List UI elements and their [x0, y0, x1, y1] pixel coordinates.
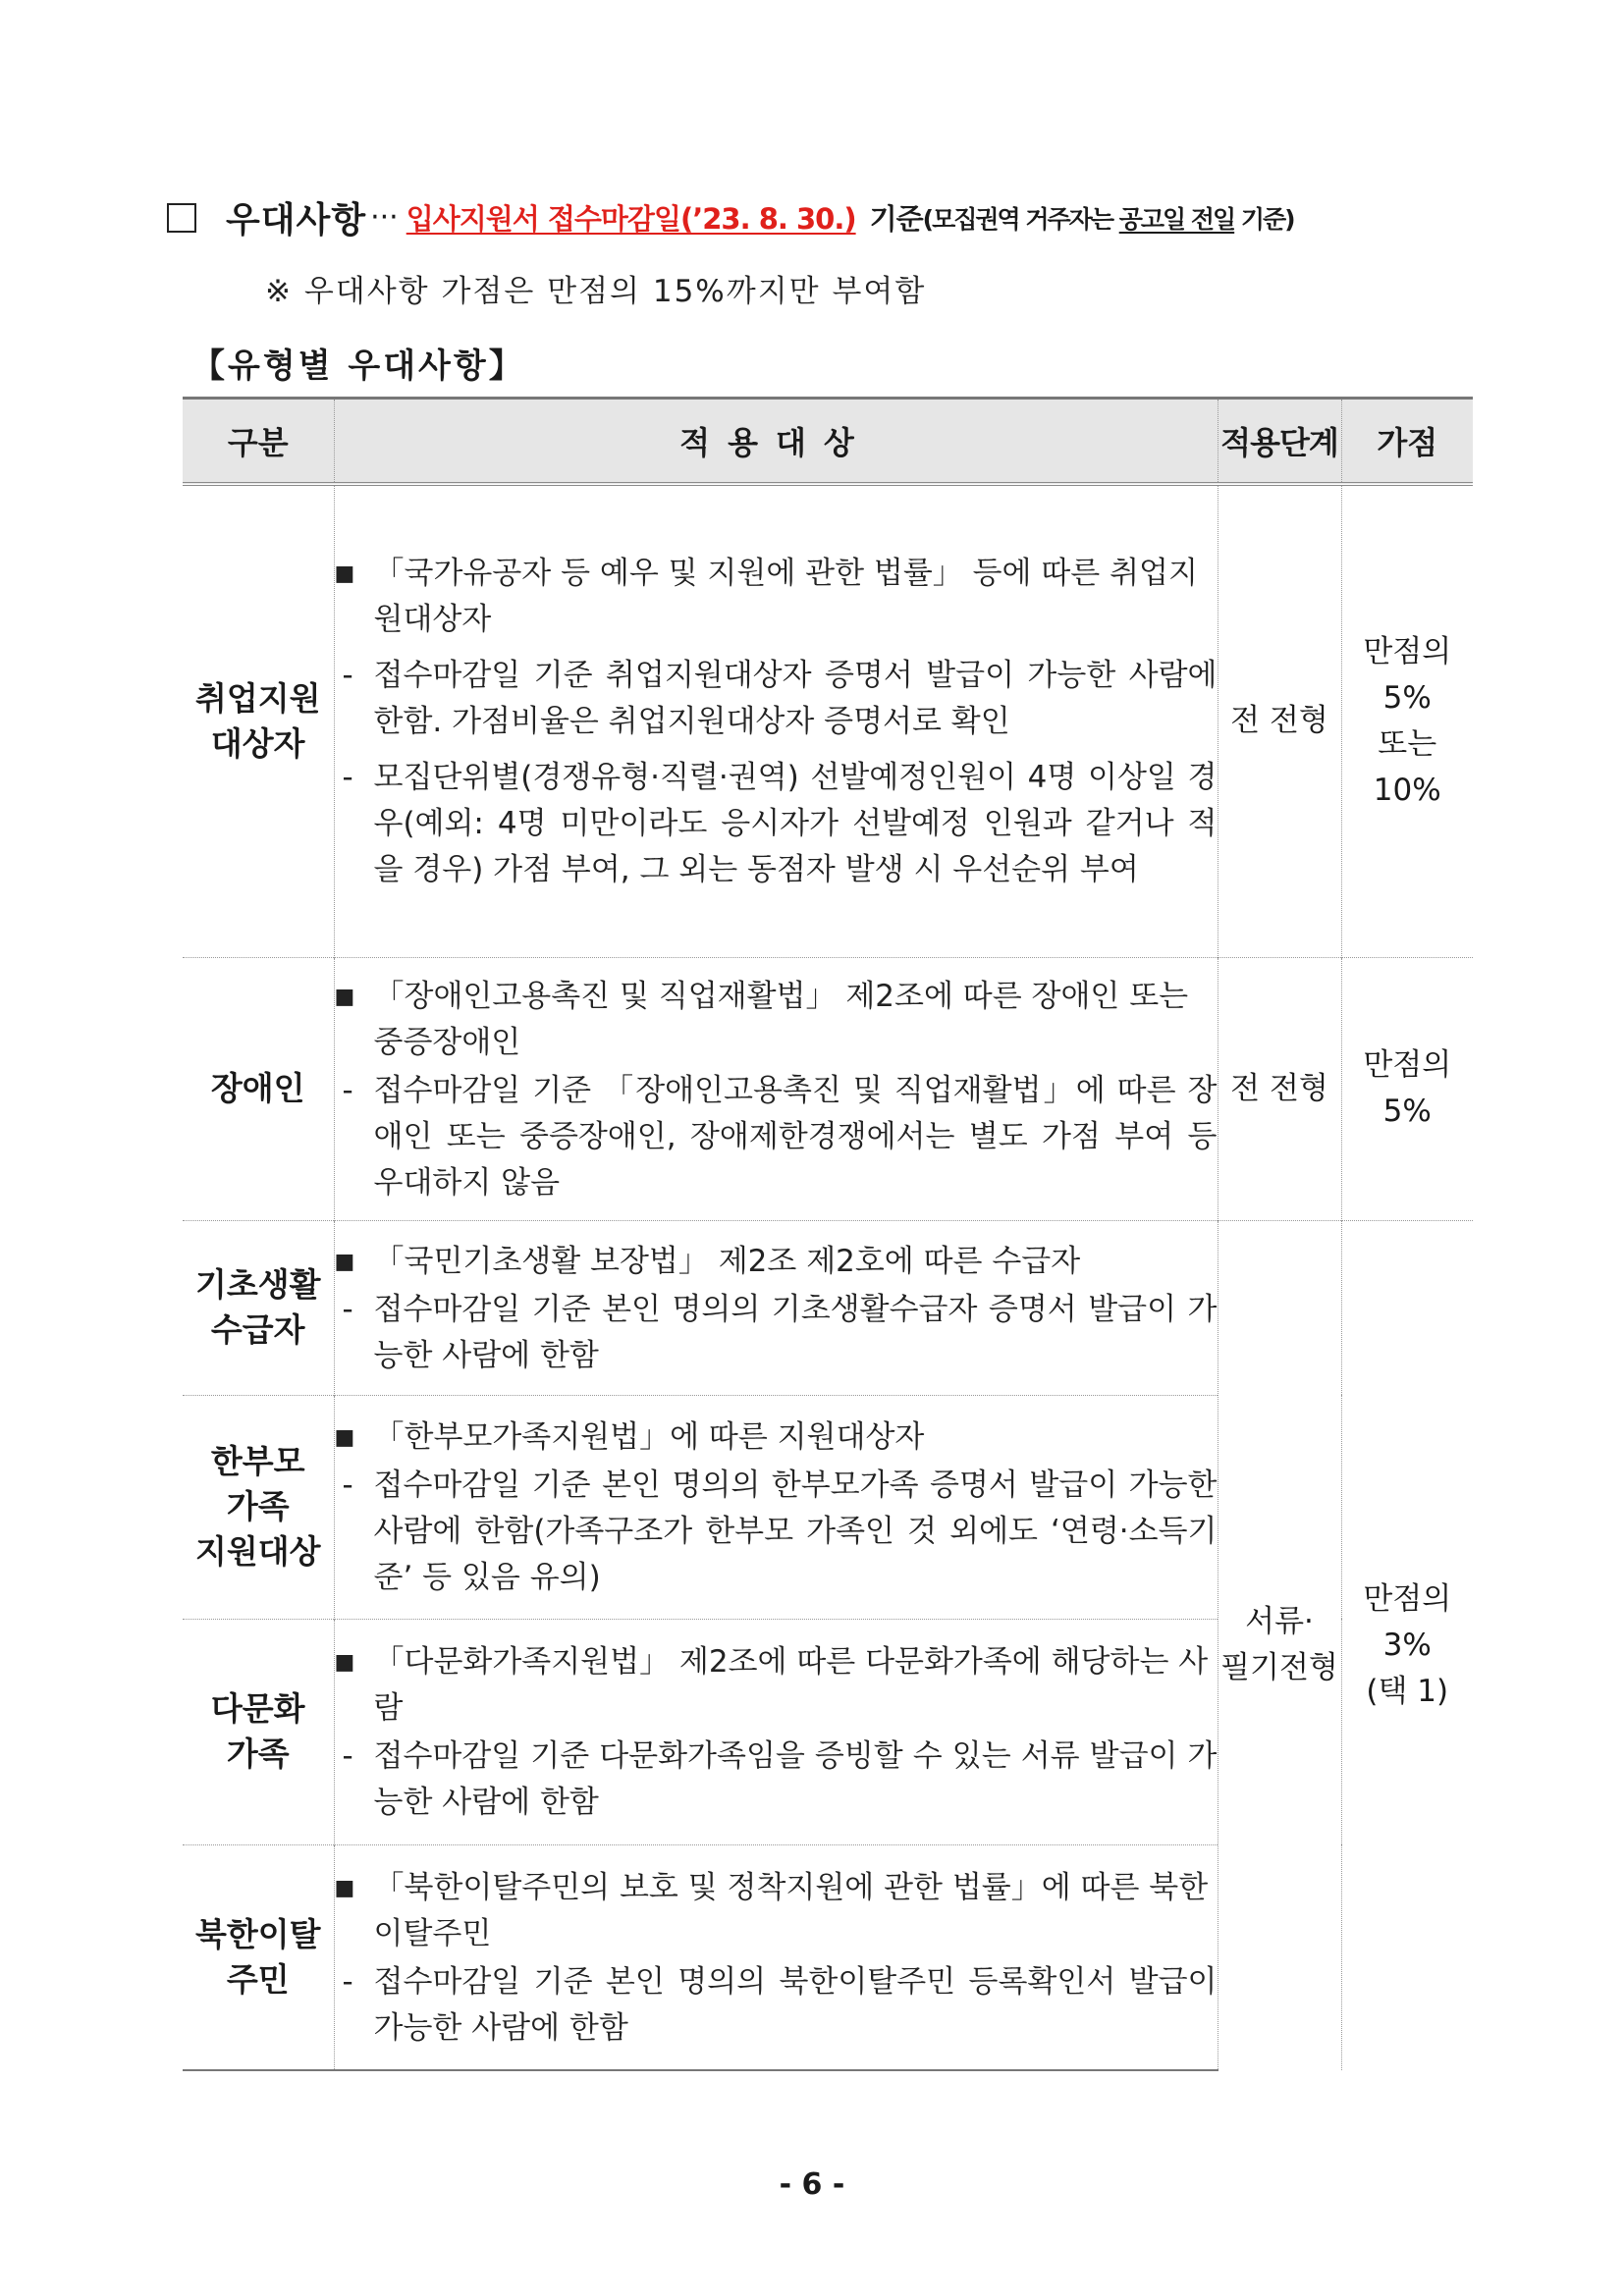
- sub-item: - 접수마감일 기준 「장애인고용촉진 및 직업재활법」에 따른 장애인 또는 중증장애인, 장애제한경쟁에서는 별도 가점 부여 등 우대하지 않음: [342, 1072, 1218, 1201]
- sub-item: - 접수마감일 기준 본인 명의의 한부모가족 증명서 발급이 가능한 사람에 한함(가족구조가 한부모 가족인 것 외에도 ‘연령·소득기준’ 등 있음 유의): [342, 1468, 1218, 1595]
- table-header-row: [183, 399, 1473, 485]
- table-row: [183, 484, 1473, 957]
- heading-deadline: 입사지원서 접수마감일(’23. 8. 30.): [406, 202, 856, 236]
- row-category: 취업지원 대상자: [183, 484, 334, 957]
- row-content: [334, 957, 1218, 1220]
- heading-subnote: (모집권역 거주자는 공고일 전일 기준): [922, 204, 1294, 234]
- square-bullet-icon: ■: [334, 1875, 355, 1900]
- sub-item: - 접수마감일 기준 본인 명의의 북한이탈주민 등록확인서 발급이 가능한 사람에 한함: [342, 1963, 1218, 2046]
- square-bullet-icon: ■: [334, 1650, 355, 1675]
- sub-item: - 접수마감일 기준 다문화가족임을 증빙할 수 있는 서류 발급이 가능한 사람에 한함: [342, 1738, 1218, 1820]
- row-stage: 전 전형: [1218, 484, 1341, 957]
- section-title: 【유형별 우대사항】: [191, 347, 525, 386]
- header-category: 구분: [183, 399, 334, 485]
- note-text: ※ 우대사항 가점은 만점의 15%까지만 부여함: [265, 274, 927, 309]
- heading-dots: ···: [370, 200, 399, 235]
- row-content: [334, 1220, 1218, 1395]
- row-stage: 전 전형: [1218, 957, 1341, 1220]
- list-item: ■ 「북한이탈주민의 보호 및 정착지원에 관한 법률」에 따른 북한이탈주민: [335, 1865, 1218, 1957]
- square-bullet-icon: ■: [334, 984, 355, 1009]
- header-score: 가점: [1341, 399, 1473, 485]
- row-category: 기초생활 수급자: [183, 1220, 334, 1395]
- square-bullet-icon: ■: [334, 561, 355, 587]
- list-item: ■ 「국가유공자 등 예우 및 지원에 관한 법률」 등에 따른 취업지원대상자: [335, 551, 1218, 643]
- list-item: ■ 「국민기초생활 보장법」 제2조 제2호에 따른 수급자: [335, 1239, 1218, 1285]
- row-content: [334, 1395, 1218, 1619]
- checkbox-icon: [167, 203, 196, 233]
- group-stage: 서류· 필기전형: [1218, 1220, 1341, 2070]
- section-heading: [167, 192, 1483, 242]
- sub-item: - 모집단위별(경쟁유형·직렬·권역) 선발예정인원이 4명 이상일 경우(예외: 4명 미만이라도 응시자가 선발예정 인원과 같거나 적을 경우) 가점 부여, 그 외는 동점자 발생 시 우선순위 부여: [342, 760, 1218, 888]
- square-bullet-icon: ■: [334, 1249, 355, 1274]
- header-stage: 적용단계: [1218, 399, 1341, 485]
- table-row: [183, 957, 1473, 1220]
- row-category: 한부모 가족 지원대상: [183, 1395, 334, 1619]
- list-item: ■ 「장애인고용촉진 및 직업재활법」 제2조에 따른 장애인 또는 중증장애인: [335, 974, 1218, 1066]
- page-number: - 6 -: [779, 2167, 845, 2202]
- list-item: ■ 「한부모가족지원법」에 따른 지원대상자: [335, 1415, 1218, 1461]
- list-item: ■ 「다문화가족지원법」 제2조에 따른 다문화가족에 해당하는 사람: [335, 1639, 1218, 1732]
- sub-item: - 접수마감일 기준 본인 명의의 기초생활수급자 증명서 발급이 가능한 사람에 한함: [342, 1291, 1218, 1373]
- row-category: 북한이탈 주민: [183, 1844, 334, 2070]
- square-bullet-icon: ■: [334, 1425, 355, 1450]
- row-score: 만점의 5%: [1341, 957, 1473, 1220]
- row-category: 다문화 가족: [183, 1619, 334, 1844]
- row-category: 장애인: [183, 957, 334, 1220]
- row-content: [334, 1844, 1218, 2070]
- row-content: [334, 484, 1218, 957]
- row-score: 만점의 5% 또는 10%: [1341, 484, 1473, 957]
- heading-basis: 기준: [869, 202, 923, 236]
- heading-title: 우대사항: [226, 200, 367, 240]
- header-target: 적용대상: [334, 399, 1218, 485]
- sub-item: - 접수마감일 기준 취업지원대상자 증명서 발급이 가능한 사람에 한함. 가점비율은 취업지원대상자 증명서로 확인: [342, 658, 1218, 740]
- table-row: [183, 1220, 1473, 1395]
- preference-table: [183, 397, 1473, 2071]
- group-score: 만점의 3% (택 1): [1341, 1220, 1473, 2070]
- row-content: [334, 1619, 1218, 1844]
